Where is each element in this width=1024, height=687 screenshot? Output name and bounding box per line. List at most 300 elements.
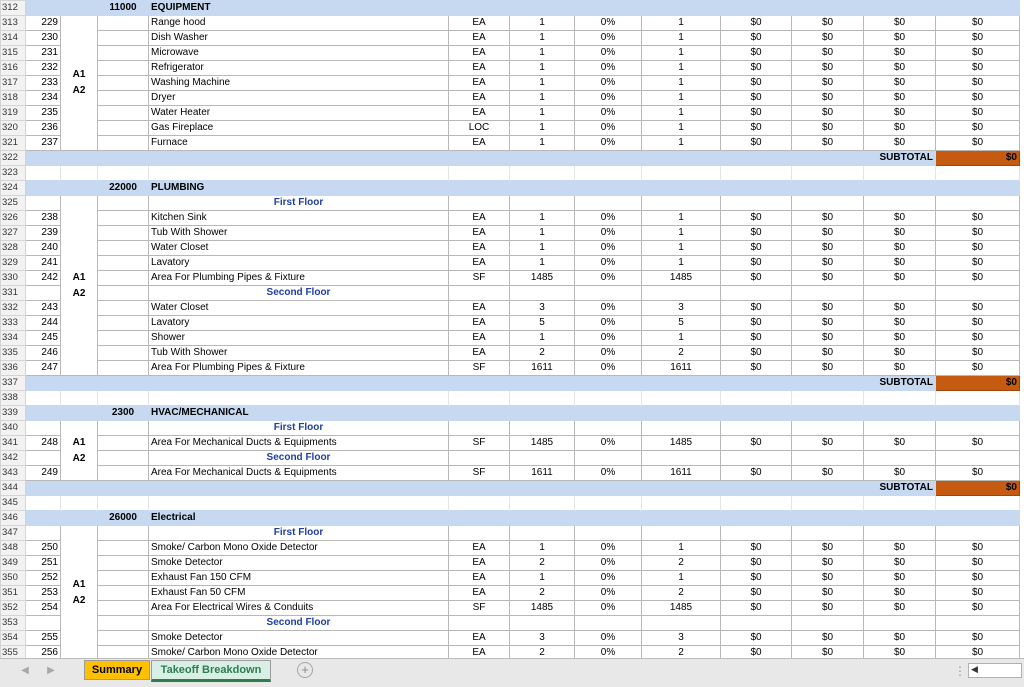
unit[interactable]: EA <box>449 571 510 586</box>
cell[interactable] <box>510 511 575 526</box>
total-quantity[interactable]: 1611 <box>642 361 721 376</box>
cell[interactable] <box>510 1 575 16</box>
cell[interactable] <box>510 181 575 196</box>
row-number[interactable]: 354 <box>1 631 26 646</box>
total-quantity[interactable]: 1 <box>642 16 721 31</box>
cost-cell[interactable]: $0 <box>864 346 936 361</box>
cell[interactable] <box>26 421 61 436</box>
cost-cell[interactable]: $0 <box>721 361 792 376</box>
cell[interactable] <box>721 196 792 211</box>
cell[interactable] <box>26 406 61 421</box>
quantity[interactable]: 2 <box>510 646 575 659</box>
cell[interactable] <box>98 121 149 136</box>
cell[interactable] <box>721 616 792 631</box>
item-description[interactable]: Area For Plumbing Pipes & Fixture <box>149 361 449 376</box>
cell[interactable] <box>510 166 575 181</box>
cell[interactable] <box>575 526 642 541</box>
cost-cell[interactable]: $0 <box>721 601 792 616</box>
cell[interactable] <box>26 196 61 211</box>
cell[interactable] <box>98 616 149 631</box>
cost-cell[interactable]: $0 <box>721 136 792 151</box>
cell[interactable] <box>26 526 61 541</box>
waste-percent[interactable]: 0% <box>575 16 642 31</box>
cost-cell[interactable]: $0 <box>864 571 936 586</box>
cell[interactable] <box>642 391 721 406</box>
waste-percent[interactable]: 0% <box>575 646 642 659</box>
cost-cell[interactable]: $0 <box>936 271 1020 286</box>
item-id[interactable]: 232 <box>26 61 61 76</box>
cell[interactable] <box>61 391 98 406</box>
unit[interactable]: EA <box>449 256 510 271</box>
waste-percent[interactable]: 0% <box>575 226 642 241</box>
quantity[interactable]: 1 <box>510 241 575 256</box>
unit[interactable]: EA <box>449 301 510 316</box>
unit[interactable]: EA <box>449 91 510 106</box>
cell[interactable] <box>61 511 98 526</box>
cell[interactable] <box>98 556 149 571</box>
cost-cell[interactable]: $0 <box>721 346 792 361</box>
cell[interactable] <box>575 286 642 301</box>
cell[interactable] <box>149 391 449 406</box>
total-quantity[interactable]: 3 <box>642 631 721 646</box>
total-quantity[interactable]: 1 <box>642 31 721 46</box>
unit[interactable]: SF <box>449 436 510 451</box>
cost-cell[interactable]: $0 <box>792 301 864 316</box>
section-code[interactable]: 2300 <box>98 406 149 421</box>
unit[interactable]: EA <box>449 76 510 91</box>
subtotal-value[interactable]: $0 <box>936 151 1020 166</box>
cell[interactable] <box>510 526 575 541</box>
cost-cell[interactable]: $0 <box>792 601 864 616</box>
waste-percent[interactable]: 0% <box>575 631 642 646</box>
cost-cell[interactable]: $0 <box>864 646 936 659</box>
cost-cell[interactable]: $0 <box>721 121 792 136</box>
row-number[interactable]: 350 <box>1 571 26 586</box>
total-quantity[interactable]: 1 <box>642 136 721 151</box>
row-number[interactable]: 322 <box>1 151 26 166</box>
cost-cell[interactable]: $0 <box>792 586 864 601</box>
cell[interactable] <box>98 466 149 481</box>
cost-cell[interactable]: $0 <box>721 301 792 316</box>
cell[interactable] <box>575 511 642 526</box>
row-number[interactable]: 332 <box>1 301 26 316</box>
row-number[interactable]: 330 <box>1 271 26 286</box>
row-number[interactable]: 342 <box>1 451 26 466</box>
cell[interactable] <box>721 166 792 181</box>
row-number[interactable]: 323 <box>1 166 26 181</box>
row-number[interactable]: 352 <box>1 601 26 616</box>
cell[interactable] <box>26 451 61 466</box>
quantity[interactable]: 2 <box>510 556 575 571</box>
item-id[interactable]: 253 <box>26 586 61 601</box>
row-number[interactable]: 336 <box>1 361 26 376</box>
cost-cell[interactable]: $0 <box>864 211 936 226</box>
cell[interactable] <box>449 196 510 211</box>
cell[interactable] <box>449 286 510 301</box>
add-sheet-icon[interactable]: + <box>297 662 313 678</box>
row-number[interactable]: 318 <box>1 91 26 106</box>
cost-cell[interactable]: $0 <box>721 61 792 76</box>
item-description[interactable]: Range hood <box>149 16 449 31</box>
cell[interactable] <box>449 181 510 196</box>
cost-cell[interactable]: $0 <box>936 106 1020 121</box>
cell[interactable] <box>98 271 149 286</box>
cell[interactable] <box>449 451 510 466</box>
waste-percent[interactable]: 0% <box>575 436 642 451</box>
item-description[interactable]: Lavatory <box>149 316 449 331</box>
unit[interactable]: SF <box>449 601 510 616</box>
cell[interactable] <box>98 586 149 601</box>
cell[interactable] <box>792 526 864 541</box>
total-quantity[interactable]: 2 <box>642 346 721 361</box>
cost-cell[interactable]: $0 <box>721 586 792 601</box>
section-code[interactable]: 22000 <box>98 181 149 196</box>
cell[interactable] <box>642 616 721 631</box>
cost-cell[interactable]: $0 <box>936 31 1020 46</box>
waste-percent[interactable]: 0% <box>575 211 642 226</box>
total-quantity[interactable]: 1 <box>642 226 721 241</box>
quantity[interactable]: 1 <box>510 76 575 91</box>
cell[interactable] <box>98 196 149 211</box>
cell[interactable] <box>98 241 149 256</box>
unit[interactable]: EA <box>449 61 510 76</box>
cell[interactable] <box>510 616 575 631</box>
item-id[interactable]: 237 <box>26 136 61 151</box>
row-number[interactable]: 327 <box>1 226 26 241</box>
item-id[interactable]: 250 <box>26 541 61 556</box>
cell[interactable] <box>864 526 936 541</box>
item-id[interactable]: 242 <box>26 271 61 286</box>
cell[interactable] <box>575 181 642 196</box>
row-number[interactable]: 355 <box>1 646 26 659</box>
item-description[interactable]: Tub With Shower <box>149 346 449 361</box>
cell[interactable] <box>26 496 61 511</box>
row-number[interactable]: 344 <box>1 481 26 496</box>
cell[interactable] <box>98 496 149 511</box>
row-number[interactable]: 324 <box>1 181 26 196</box>
cost-cell[interactable]: $0 <box>936 571 1020 586</box>
cell[interactable] <box>61 166 98 181</box>
cost-cell[interactable]: $0 <box>792 61 864 76</box>
cell[interactable] <box>98 211 149 226</box>
cell[interactable] <box>936 451 1020 466</box>
total-quantity[interactable]: 1 <box>642 106 721 121</box>
cost-cell[interactable]: $0 <box>721 541 792 556</box>
row-number[interactable]: 331 <box>1 286 26 301</box>
cell[interactable] <box>642 406 721 421</box>
cell[interactable] <box>98 286 149 301</box>
cell[interactable] <box>936 616 1020 631</box>
waste-percent[interactable]: 0% <box>575 46 642 61</box>
cell[interactable] <box>149 496 449 511</box>
cell[interactable] <box>792 511 864 526</box>
cell[interactable] <box>575 406 642 421</box>
item-description[interactable]: Washing Machine <box>149 76 449 91</box>
group-label[interactable] <box>61 421 98 481</box>
cost-cell[interactable]: $0 <box>936 121 1020 136</box>
cell[interactable] <box>98 31 149 46</box>
unit[interactable]: EA <box>449 541 510 556</box>
cost-cell[interactable]: $0 <box>792 106 864 121</box>
total-quantity[interactable]: 1485 <box>642 436 721 451</box>
scroll-tabs-left-icon[interactable]: ◀ <box>21 665 29 676</box>
item-description[interactable]: Lavatory <box>149 256 449 271</box>
cell[interactable] <box>510 496 575 511</box>
quantity[interactable]: 1611 <box>510 361 575 376</box>
cell[interactable] <box>61 181 98 196</box>
cell[interactable] <box>98 436 149 451</box>
cell[interactable] <box>510 421 575 436</box>
waste-percent[interactable]: 0% <box>575 556 642 571</box>
cell[interactable] <box>864 451 936 466</box>
cost-cell[interactable]: $0 <box>792 466 864 481</box>
quantity[interactable]: 1485 <box>510 271 575 286</box>
item-id[interactable]: 249 <box>26 466 61 481</box>
item-id[interactable]: 256 <box>26 646 61 659</box>
cell[interactable] <box>449 166 510 181</box>
cost-cell[interactable]: $0 <box>792 211 864 226</box>
cost-cell[interactable]: $0 <box>936 586 1020 601</box>
cell[interactable] <box>575 196 642 211</box>
row-number[interactable]: 351 <box>1 586 26 601</box>
cell[interactable] <box>642 496 721 511</box>
cost-cell[interactable]: $0 <box>864 601 936 616</box>
total-quantity[interactable]: 1 <box>642 241 721 256</box>
item-id[interactable]: 236 <box>26 121 61 136</box>
cell[interactable] <box>510 406 575 421</box>
item-description[interactable]: Microwave <box>149 46 449 61</box>
section-name[interactable]: PLUMBING <box>149 181 449 196</box>
cost-cell[interactable]: $0 <box>792 241 864 256</box>
cost-cell[interactable]: $0 <box>936 241 1020 256</box>
cell[interactable] <box>510 286 575 301</box>
unit[interactable]: LOC <box>449 121 510 136</box>
cost-cell[interactable]: $0 <box>792 91 864 106</box>
item-description[interactable]: Furnace <box>149 136 449 151</box>
cell[interactable] <box>864 181 936 196</box>
row-number[interactable]: 343 <box>1 466 26 481</box>
row-number[interactable]: 313 <box>1 16 26 31</box>
row-number[interactable]: 338 <box>1 391 26 406</box>
cost-cell[interactable]: $0 <box>936 631 1020 646</box>
total-quantity[interactable]: 1 <box>642 121 721 136</box>
cell[interactable] <box>936 511 1020 526</box>
cost-cell[interactable]: $0 <box>936 601 1020 616</box>
item-id[interactable]: 255 <box>26 631 61 646</box>
cost-cell[interactable]: $0 <box>936 46 1020 61</box>
row-number[interactable]: 333 <box>1 316 26 331</box>
cell[interactable] <box>510 451 575 466</box>
cell[interactable] <box>936 391 1020 406</box>
row-number[interactable]: 345 <box>1 496 26 511</box>
row-number[interactable]: 337 <box>1 376 26 391</box>
cost-cell[interactable]: $0 <box>792 361 864 376</box>
item-description[interactable]: Area For Mechanical Ducts & Equipments <box>149 466 449 481</box>
row-number[interactable]: 319 <box>1 106 26 121</box>
cost-cell[interactable]: $0 <box>864 301 936 316</box>
item-description[interactable]: Smoke Detector <box>149 556 449 571</box>
cost-cell[interactable]: $0 <box>936 16 1020 31</box>
cell[interactable] <box>26 166 61 181</box>
cell[interactable] <box>26 181 61 196</box>
cell[interactable] <box>721 451 792 466</box>
cell[interactable] <box>721 1 792 16</box>
cost-cell[interactable]: $0 <box>864 226 936 241</box>
scroll-tabs-right-icon[interactable]: ▶ <box>47 665 55 676</box>
cost-cell[interactable]: $0 <box>721 46 792 61</box>
cost-cell[interactable]: $0 <box>792 46 864 61</box>
row-number[interactable]: 348 <box>1 541 26 556</box>
cell[interactable] <box>26 151 864 166</box>
cell[interactable] <box>98 256 149 271</box>
cell[interactable] <box>792 406 864 421</box>
cell[interactable] <box>98 331 149 346</box>
section-name[interactable]: HVAC/MECHANICAL <box>149 406 449 421</box>
cost-cell[interactable]: $0 <box>721 211 792 226</box>
cell[interactable] <box>98 16 149 31</box>
cost-cell[interactable]: $0 <box>721 646 792 659</box>
cost-cell[interactable]: $0 <box>864 46 936 61</box>
waste-percent[interactable]: 0% <box>575 241 642 256</box>
cost-cell[interactable]: $0 <box>792 346 864 361</box>
item-id[interactable]: 234 <box>26 91 61 106</box>
quantity[interactable]: 1 <box>510 226 575 241</box>
cost-cell[interactable]: $0 <box>864 106 936 121</box>
item-description[interactable]: Smoke/ Carbon Mono Oxide Detector <box>149 646 449 659</box>
cell[interactable] <box>98 361 149 376</box>
cell[interactable] <box>98 136 149 151</box>
waste-percent[interactable]: 0% <box>575 541 642 556</box>
unit[interactable]: EA <box>449 331 510 346</box>
cell[interactable] <box>642 451 721 466</box>
cost-cell[interactable]: $0 <box>721 91 792 106</box>
quantity[interactable]: 1 <box>510 136 575 151</box>
cost-cell[interactable]: $0 <box>936 346 1020 361</box>
quantity[interactable]: 2 <box>510 346 575 361</box>
cell[interactable] <box>792 1 864 16</box>
cell[interactable] <box>449 616 510 631</box>
cell[interactable] <box>26 376 864 391</box>
item-description[interactable]: Area For Electrical Wires & Conduits <box>149 601 449 616</box>
cell[interactable] <box>642 511 721 526</box>
cell[interactable] <box>98 391 149 406</box>
quantity[interactable]: 1 <box>510 31 575 46</box>
cost-cell[interactable]: $0 <box>721 466 792 481</box>
cell[interactable] <box>510 196 575 211</box>
row-number[interactable]: 317 <box>1 76 26 91</box>
row-number[interactable]: 312 <box>1 1 26 16</box>
cost-cell[interactable]: $0 <box>792 556 864 571</box>
cell[interactable] <box>98 451 149 466</box>
item-description[interactable]: Water Closet <box>149 241 449 256</box>
cell[interactable] <box>98 76 149 91</box>
cost-cell[interactable]: $0 <box>936 211 1020 226</box>
cell[interactable] <box>936 1 1020 16</box>
cell[interactable] <box>936 406 1020 421</box>
cell[interactable] <box>721 511 792 526</box>
cell[interactable] <box>721 421 792 436</box>
quantity[interactable]: 1 <box>510 121 575 136</box>
cost-cell[interactable]: $0 <box>721 106 792 121</box>
cell[interactable] <box>721 391 792 406</box>
cost-cell[interactable]: $0 <box>721 436 792 451</box>
cell[interactable] <box>642 526 721 541</box>
cost-cell[interactable]: $0 <box>936 76 1020 91</box>
cell[interactable] <box>936 166 1020 181</box>
cell[interactable] <box>721 181 792 196</box>
cost-cell[interactable]: $0 <box>864 331 936 346</box>
item-description[interactable]: Water Closet <box>149 301 449 316</box>
cell[interactable] <box>642 181 721 196</box>
subtotal-value[interactable]: $0 <box>936 376 1020 391</box>
item-description[interactable]: Gas Fireplace <box>149 121 449 136</box>
cell[interactable] <box>792 196 864 211</box>
waste-percent[interactable]: 0% <box>575 91 642 106</box>
cost-cell[interactable]: $0 <box>936 466 1020 481</box>
total-quantity[interactable]: 1 <box>642 46 721 61</box>
item-id[interactable]: 231 <box>26 46 61 61</box>
cell[interactable] <box>864 406 936 421</box>
item-description[interactable]: Exhaust Fan 50 CFM <box>149 586 449 601</box>
cell[interactable] <box>936 421 1020 436</box>
unit[interactable]: EA <box>449 226 510 241</box>
cell[interactable] <box>98 646 149 659</box>
item-id[interactable]: 229 <box>26 16 61 31</box>
cell[interactable] <box>98 61 149 76</box>
cost-cell[interactable]: $0 <box>936 301 1020 316</box>
cell[interactable] <box>642 166 721 181</box>
cell[interactable] <box>449 1 510 16</box>
cost-cell[interactable]: $0 <box>721 556 792 571</box>
unit[interactable]: EA <box>449 631 510 646</box>
cell[interactable] <box>449 511 510 526</box>
total-quantity[interactable]: 1 <box>642 61 721 76</box>
cell[interactable] <box>864 286 936 301</box>
cost-cell[interactable]: $0 <box>792 331 864 346</box>
item-id[interactable]: 233 <box>26 76 61 91</box>
cost-cell[interactable]: $0 <box>864 256 936 271</box>
cost-cell[interactable]: $0 <box>864 91 936 106</box>
item-description[interactable]: Exhaust Fan 150 CFM <box>149 571 449 586</box>
unit[interactable]: EA <box>449 346 510 361</box>
cost-cell[interactable]: $0 <box>864 121 936 136</box>
cell[interactable] <box>61 1 98 16</box>
cost-cell[interactable]: $0 <box>792 271 864 286</box>
waste-percent[interactable]: 0% <box>575 601 642 616</box>
row-number[interactable]: 314 <box>1 31 26 46</box>
section-name[interactable]: EQUIPMENT <box>149 1 449 16</box>
cell[interactable] <box>721 496 792 511</box>
cost-cell[interactable]: $0 <box>936 361 1020 376</box>
cell[interactable] <box>26 616 61 631</box>
cell[interactable] <box>449 406 510 421</box>
quantity[interactable]: 1 <box>510 331 575 346</box>
cell[interactable] <box>98 631 149 646</box>
total-quantity[interactable]: 1 <box>642 541 721 556</box>
cost-cell[interactable]: $0 <box>864 556 936 571</box>
row-number[interactable]: 346 <box>1 511 26 526</box>
cell[interactable] <box>575 1 642 16</box>
waste-percent[interactable]: 0% <box>575 346 642 361</box>
cell[interactable] <box>792 181 864 196</box>
cost-cell[interactable]: $0 <box>792 646 864 659</box>
section-name[interactable]: Electrical <box>149 511 449 526</box>
cost-cell[interactable]: $0 <box>792 226 864 241</box>
unit[interactable]: SF <box>449 271 510 286</box>
waste-percent[interactable]: 0% <box>575 331 642 346</box>
quantity[interactable]: 5 <box>510 316 575 331</box>
cell[interactable] <box>98 226 149 241</box>
